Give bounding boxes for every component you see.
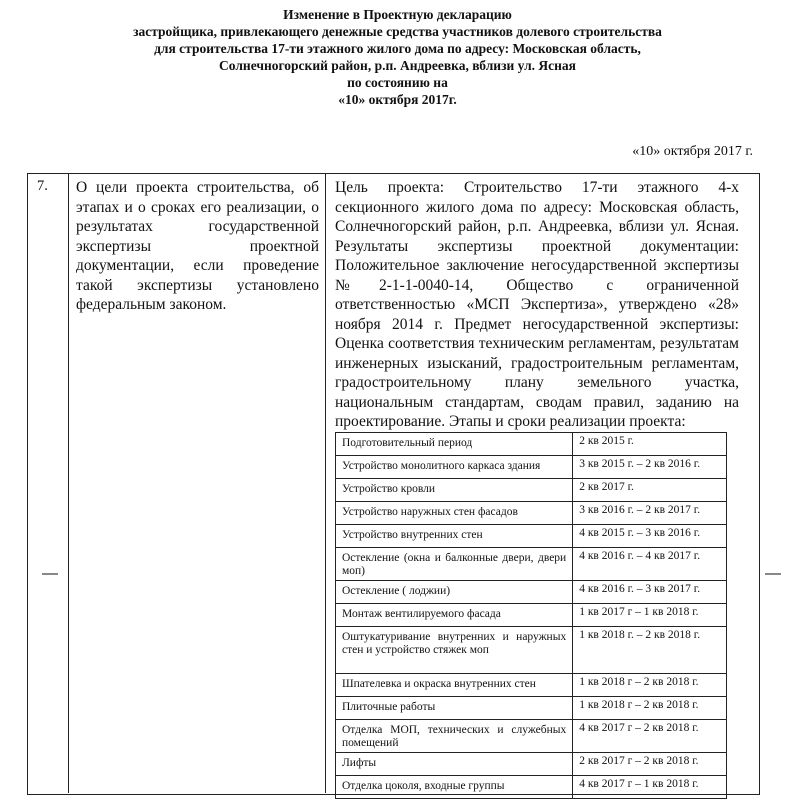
stage-period: 4 кв 2017 г – 1 кв 2018 г. bbox=[573, 776, 727, 799]
stage-period: 1 кв 2018 г. – 2 кв 2018 г. bbox=[573, 627, 727, 674]
row-answer: Цель проекта: Строительство 17-ти этажного 4-х секционного жилого дома по адресу: Московская область, Солнечногорский район, р.п. Андреевка, вблизи ул. Ясная. Результаты экспертизы проектной документации: Положительное заключение негосударственной экспертизы №2-1-1-0040-14, Общество с ограниченной ответственностью «МСП Экспертиза», утверждено «28» ноября 2014 г. Предмет негосударственной экспертизы: Оценка соответствия техническим регламентам, результатам инженерных изысканий, градостроительным регламентам, градостроительному плану земельного участка, национальным стандартам, сводам правил, заданию на проектирование. Этапы и сроки реализации проекта: bbox=[335, 179, 739, 430]
table-row bbox=[336, 525, 727, 548]
stage-name: Лифты bbox=[336, 753, 573, 776]
stage-period: 2 кв 2017 г – 2 кв 2018 г. bbox=[573, 753, 727, 776]
stage-name: Устройство монолитного каркаса здания bbox=[336, 456, 573, 479]
header-line: застройщика, привлекающего денежные средства участников долевого строительства bbox=[133, 24, 662, 39]
table-row bbox=[336, 581, 727, 604]
stage-name: Шпателевка и окраска внутренних стен bbox=[336, 674, 573, 697]
stage-period: 3 кв 2015 г. – 2 кв 2016 г. bbox=[573, 456, 727, 479]
document-date: «10» октября 2017 г. bbox=[632, 144, 753, 159]
scan-mark bbox=[765, 573, 781, 575]
stage-name: Плиточные работы bbox=[336, 697, 573, 720]
column-divider bbox=[325, 173, 326, 793]
stage-period: 1 кв 2018 г – 2 кв 2018 г. bbox=[573, 674, 727, 697]
table-row bbox=[336, 674, 727, 697]
stage-period: 4 кв 2017 г – 2 кв 2018 г. bbox=[573, 720, 727, 753]
stage-period: 4 кв 2016 г. – 3 кв 2017 г. bbox=[573, 581, 727, 604]
column-divider bbox=[68, 173, 69, 793]
stage-name: Отделка МОП, технических и служебных помещений bbox=[336, 720, 573, 753]
row-question: О цели проекта строительства, об этапах и о сроках его реализации, о результатах государственной экспертизы проектной документации, если проведение такой экспертизы установлено федеральным законом. bbox=[76, 179, 319, 313]
stages-table bbox=[335, 432, 727, 799]
table-row bbox=[336, 479, 727, 502]
stage-name: Отделка цоколя, входные группы bbox=[336, 776, 573, 799]
table-row bbox=[336, 604, 727, 627]
stage-name: Остекление ( лоджии) bbox=[336, 581, 573, 604]
header-line: Изменение в Проектную декларацию bbox=[283, 7, 512, 22]
stage-period: 2 кв 2017 г. bbox=[573, 479, 727, 502]
table-row bbox=[336, 433, 727, 456]
stage-period: 4 кв 2015 г. – 3 кв 2016 г. bbox=[573, 525, 727, 548]
stage-name: Оштукатуривание внутренних и наружных стен и устройство стяжек моп bbox=[336, 627, 573, 674]
stage-name: Устройство кровли bbox=[336, 479, 573, 502]
table-row bbox=[336, 456, 727, 479]
table-row bbox=[336, 697, 727, 720]
table-row bbox=[336, 627, 727, 674]
table-row bbox=[336, 776, 727, 799]
table-row bbox=[336, 753, 727, 776]
header-line: «10» октября 2017г. bbox=[338, 92, 457, 107]
header-line: Солнечногорский район, р.п. Андреевка, вблизи ул. Ясная bbox=[219, 58, 576, 73]
table-row bbox=[336, 548, 727, 581]
stage-name: Устройство наружных стен фасадов bbox=[336, 502, 573, 525]
stage-period: 3 кв 2016 г. – 2 кв 2017 г. bbox=[573, 502, 727, 525]
header-line: для строительства 17-ти этажного жилого дома по адресу: Московская область, bbox=[154, 41, 641, 56]
stage-period: 2 кв 2015 г. bbox=[573, 433, 727, 456]
stage-period: 4 кв 2016 г. – 4 кв 2017 г. bbox=[573, 548, 727, 581]
stage-name: Монтаж вентилируемого фасада bbox=[336, 604, 573, 627]
header-line: по состоянию на bbox=[347, 75, 448, 90]
stage-period: 1 кв 2018 г – 2 кв 2018 г. bbox=[573, 697, 727, 720]
table-row bbox=[336, 720, 727, 753]
row-number: 7. bbox=[37, 178, 48, 194]
document-header bbox=[0, 6, 795, 108]
stage-name: Устройство внутренних стен bbox=[336, 525, 573, 548]
scan-mark bbox=[42, 573, 58, 575]
stage-name: Остекление (окна и балконные двери, двери моп) bbox=[336, 548, 573, 581]
stage-name: Подготовительный период bbox=[336, 433, 573, 456]
stage-period: 1 кв 2017 г – 1 кв 2018 г. bbox=[573, 604, 727, 627]
table-row bbox=[336, 502, 727, 525]
